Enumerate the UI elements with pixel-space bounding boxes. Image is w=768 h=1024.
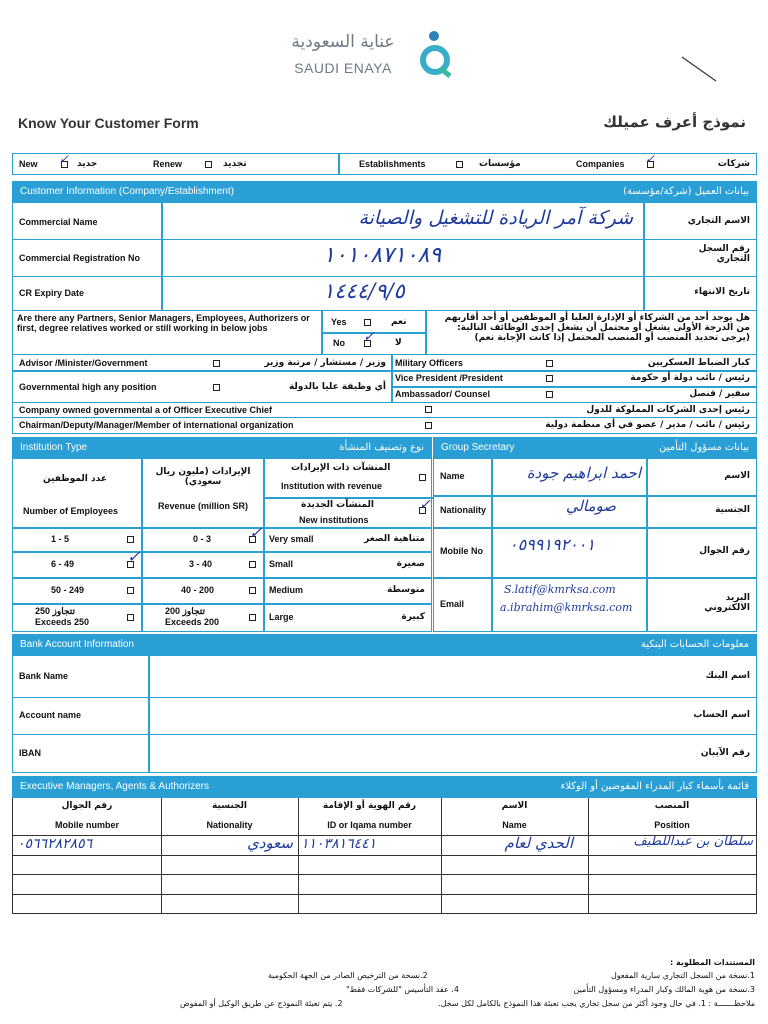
renew-checkbox[interactable]: [205, 161, 212, 168]
logo: [268, 30, 458, 82]
rev-3-40-checkbox[interactable]: [249, 561, 256, 568]
group-secretary-table: Name احمد ابراهيم جودة الاسم Nationality صومالي الجنسية Mobile No ٠٥٩٩١٩٢٠٠١ رقم الجوال Email S.latif@kmrksa.com a.ibrahim@kmrksa.com البريد الالكتروني: [433, 459, 757, 632]
new-inst-check-mark: ✓: [419, 497, 431, 513]
secretary-nationality-value[interactable]: صومالي: [565, 497, 616, 515]
commercial-name-value[interactable]: شركة آمر الريادة للتشغيل والصيانة: [358, 207, 633, 229]
no-check-mark: ✓: [363, 329, 375, 345]
emp-50-249-checkbox[interactable]: [127, 587, 134, 594]
renew-label-ar: تجديد: [223, 159, 247, 169]
cr-expiry-row: CR Expiry Date ١٤٤٤/٩/٥ تاريخ الانتهاء: [12, 277, 757, 311]
secretary-name-value[interactable]: احمد ابراهيم جودة: [526, 464, 641, 482]
account-name-row: Account name اسم الحساب: [12, 698, 757, 735]
emp-6-49-check-mark: ✓: [127, 547, 141, 566]
new-label-ar: جديد: [77, 159, 98, 169]
new-label: New: [19, 159, 38, 169]
military-checkbox[interactable]: [546, 360, 553, 367]
cr-no-value[interactable]: ١٠١٠٨٧١٠٨٩: [323, 243, 442, 268]
cr-expiry-value[interactable]: ١٤٤٤/٩/٥: [323, 279, 405, 303]
type-row: [12, 153, 757, 175]
emp-250-checkbox[interactable]: [127, 614, 134, 621]
cr-no-row: Commercial Registration No ١٠١٠٨٧١٠٨٩ رقم السجل التجاري: [12, 240, 757, 277]
exec-nationality-value[interactable]: سعودي: [247, 834, 293, 852]
logo-arabic: عناية السعودية: [291, 32, 395, 52]
advisor-checkbox[interactable]: [213, 360, 220, 367]
companies-check-mark: ✓: [645, 152, 656, 166]
exec-id-value[interactable]: ١١٠٣٨١٦٤٤١: [301, 836, 377, 852]
jobs-wide-2: Chairman/Deputy/Manager/Member of international organization رئيس / نائب / مدير / عضو في أي منظمة دولية: [12, 418, 757, 434]
intl-org-checkbox[interactable]: [425, 422, 432, 429]
emp-1-5-checkbox[interactable]: [127, 536, 134, 543]
executives-table: رقم الجوال Mobile number الجنسية Nationality رقم الهوية أو الإقامة ID or Iqama number الاسم Name المنصب Position ٠٥٦٦٢٨٢٨٥٦ سعودي ١١٠٣٨١٦٤٤١ الحدي لعام سلطان بن عبداللطيف: [12, 798, 757, 914]
form-title-en: Know Your Customer Form: [18, 115, 199, 131]
required-documents: المستندات المطلوبة : 1.نسخة من السجل التجاري سارية المفعول 2.نسخة من الترخيص الصادر من الجهة الحكومية 3.نسخة من هوية المالك وكبار المدراء ومسؤول التأمين 4. عقد التأسيس "للشركات فقط" ملاحظـــــــة : 1. في حال وجود أكثر من سجل تجاري يجب تعبئة هذا النموذج بالكامل لكل سجل. 2. يتم تعبئة النموذج عن طريق الوكيل أو المفوض: [180, 958, 755, 1008]
pen-mark-icon: [680, 55, 720, 85]
establishments-label-ar: مؤسسات: [479, 159, 521, 169]
bank-header: Bank Account Information معلومات الحسابات البنكية: [12, 634, 757, 656]
rev-200-checkbox[interactable]: [249, 614, 256, 621]
partners-question-row: Are there any Partners, Senior Managers, Employees, Authorizers or first, degree relatives worked or still working in below jobs Yes نعم No ✓ لا هل يوجد أحد من الشركاء أو الإدارة العليا أو الموظفين أو أحد أقاربهم من الدرجة الأولى يشغل أو محتمل أن يشغل إحدى الوظائف التالية: (يرجى تحديد المنصب أو المنصب المحتمل إذا كانت الإجابة نعم): [12, 311, 757, 355]
bank-name-row: Bank Name اسم البنك: [12, 656, 757, 698]
logo-english: SAUDI ENAYA: [294, 60, 392, 76]
secretary-email-1[interactable]: S.latif@kmrksa.com: [504, 583, 616, 596]
vice-president-checkbox[interactable]: [546, 375, 553, 382]
customer-info-header: Customer Information (Company/Establishment) بيانات العميل (شركة/مؤسسة): [12, 181, 757, 203]
gov-high-checkbox[interactable]: [213, 384, 220, 391]
establishments-label: Establishments: [359, 159, 426, 169]
establishments-checkbox[interactable]: [456, 161, 463, 168]
renew-label: Renew: [153, 159, 183, 169]
institution-header: Institution Type نوع وتصنيف المنشأة: [12, 437, 432, 459]
yes-checkbox[interactable]: [364, 319, 371, 326]
exec-position-value[interactable]: سلطان بن عبداللطيف: [633, 834, 753, 849]
executives-header: Executive Managers, Agents & Authorizers قائمة بأسماء كبار المدراء المفوضين أو الوكلاء: [12, 776, 757, 798]
companies-label: Companies: [576, 159, 625, 169]
form-title-ar: نموذج أعرف عميلك: [603, 113, 746, 131]
jobs-wide-1: Company owned governmental a of Officer Executive Chief رئيس إحدى الشركات المملوكة للدول: [12, 403, 757, 418]
ambassador-checkbox[interactable]: [546, 391, 553, 398]
iban-row: IBAN رقم الآيبان: [12, 735, 757, 773]
commercial-name-row: Commercial Name شركة آمر الريادة للتشغيل والصيانة الاسم التجاري: [12, 203, 757, 240]
rev-0-3-check-mark: ✓: [249, 523, 263, 542]
secretary-mobile-value[interactable]: ٠٥٩٩١٩٢٠٠١: [509, 535, 595, 554]
jobs-grid: Advisor /Minister/Government وزير / مستشار / مرتبة وزير Military Officers كبار الضباط العسكريين Governmental high any position أي وظيفة عليا بالدولة Vice President /President رئيس / نائب دولة أو حكومة Ambassador/ Counsel سفير / قنصل: [12, 355, 757, 403]
rev-40-200-checkbox[interactable]: [249, 587, 256, 594]
companies-label-ar: شركات: [717, 159, 750, 169]
logo-mark-icon: [418, 30, 454, 78]
exec-mobile-value[interactable]: ٠٥٦٦٢٨٢٨٥٦: [17, 836, 93, 852]
secretary-email-2[interactable]: a.ibrahim@kmrksa.com: [500, 601, 633, 614]
new-check-mark: ✓: [59, 152, 70, 166]
group-secretary-header: Group Secretary بيانات مسؤول التأمين: [433, 437, 757, 459]
exec-name-value[interactable]: الحدي لعام: [504, 834, 573, 852]
iwr-checkbox[interactable]: [419, 474, 426, 481]
company-chief-checkbox[interactable]: [425, 406, 432, 413]
institution-table: عدد الموظفين Number of Employees الإيرادات (مليون ريال سعودي) Revenue (million SR) المنشآت ذات الإيرادات Institution with revenue المنشآت الجديدة New institutions ✓ 1 - 5 0 - 3 ✓ Very small متناهية الصغر 6 - 49 ✓ 3 - 40 Small صغيرة 50 - 249 40 - 200 Medium متوسطة 250 تتجاوز Exceeds 250 200 تتجاوز Exceeds 200 Large كبيرة: [12, 459, 432, 632]
